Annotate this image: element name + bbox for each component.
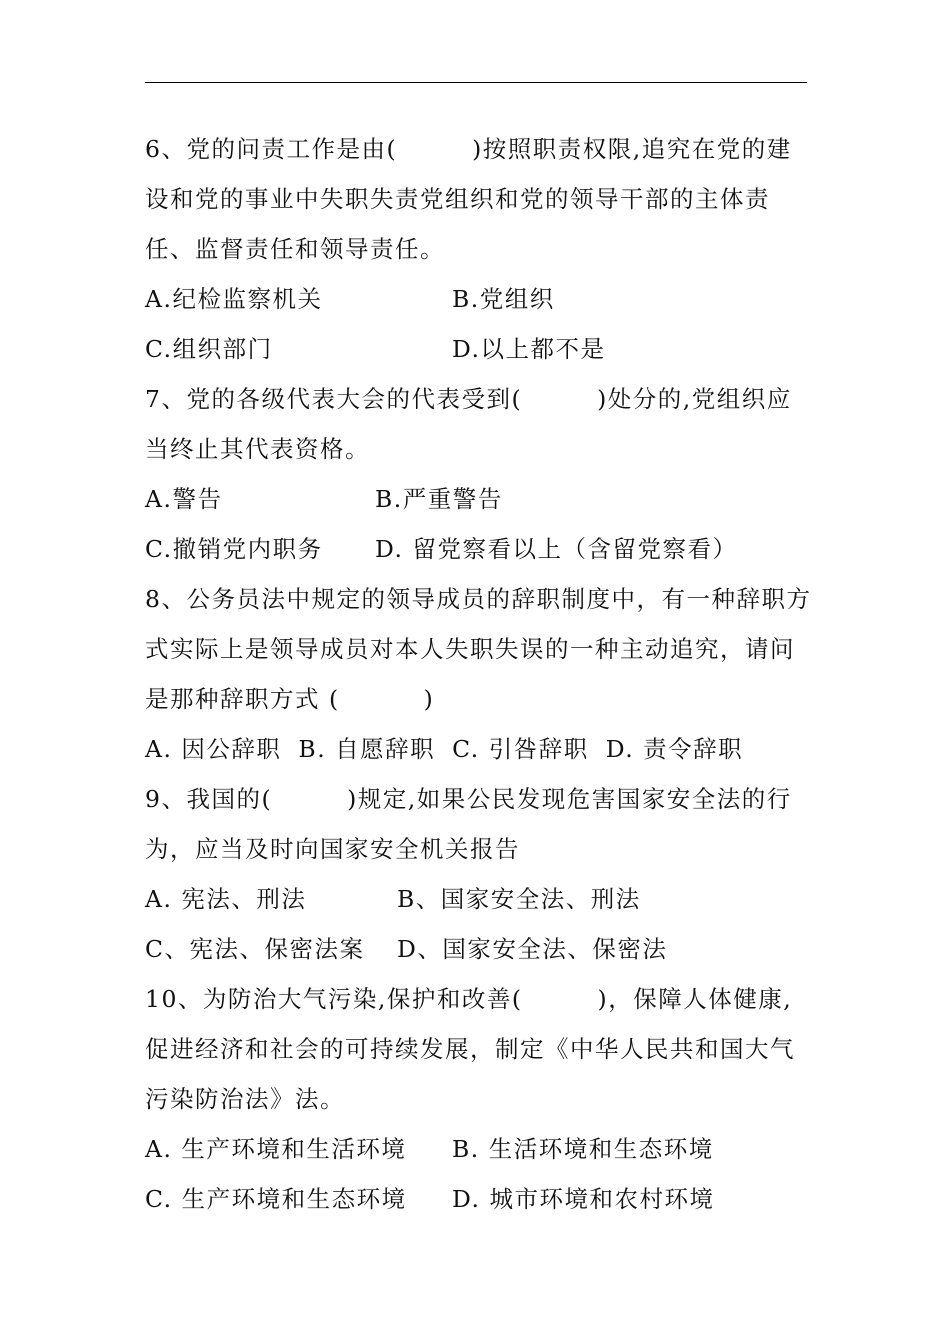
option-a: A. 因公辞职	[145, 735, 282, 763]
question-list	[145, 124, 810, 1224]
option-c: C.组织部门	[145, 335, 273, 363]
option-row	[145, 924, 810, 974]
option-row	[145, 524, 810, 574]
question-text-line: 7、党的各级代表大会的代表受到( )处分的,党组织应	[145, 385, 792, 413]
question-text-line: 促进经济和社会的可持续发展，制定《中华人民共和国大气	[145, 1035, 795, 1063]
option-d: D. 城市环境和农村环境	[452, 1185, 715, 1213]
header-rule	[145, 82, 807, 83]
question-6	[145, 124, 810, 374]
question-text-line: 任、监督责任和领导责任。	[145, 235, 445, 263]
question-text-line: 污染防治法》法。	[145, 1085, 345, 1113]
option-c: C. 引咎辞职	[452, 735, 589, 763]
option-b: B. 生活环境和生态环境	[452, 1135, 714, 1163]
option-row	[145, 324, 810, 374]
option-c: C、宪法、保密法案	[145, 935, 365, 963]
option-c: C.撤销党内职务	[145, 535, 323, 563]
option-row	[145, 874, 810, 924]
question-10	[145, 974, 810, 1224]
question-text-line: 当终止其代表资格。	[145, 435, 370, 463]
question-text-line: 10、为防治大气污染,保护和改善( )，保障人体健康,	[145, 985, 793, 1013]
option-row	[145, 1174, 810, 1224]
option-d: D. 责令辞职	[605, 735, 744, 763]
question-9	[145, 774, 810, 974]
question-7	[145, 374, 810, 574]
option-a: A. 生产环境和生活环境	[145, 1135, 407, 1163]
question-text-line: 式实际上是领导成员对本人失职失误的一种主动追究，请问	[145, 635, 795, 663]
option-d: D、国家安全法、保密法	[397, 935, 668, 963]
option-a: A.纪检监察机关	[145, 285, 323, 313]
question-text-line: 8、公务员法中规定的领导成员的辞职制度中，有一种辞职方	[145, 585, 812, 613]
option-b: B. 自愿辞职	[298, 735, 436, 763]
question-text-line: 6、党的问责工作是由( )按照职责权限,追究在党的建	[145, 135, 792, 163]
option-a: A. 宪法、刑法	[145, 885, 307, 913]
option-b: B.党组织	[452, 285, 555, 313]
question-text-line: 为，应当及时向国家安全机关报告	[145, 835, 520, 863]
option-b: B、国家安全法、刑法	[397, 885, 641, 913]
option-c: C. 生产环境和生态环境	[145, 1185, 407, 1213]
question-8	[145, 574, 810, 774]
option-d: D. 留党察看以上（含留党察看）	[375, 535, 738, 563]
question-text-line: 9、我国的( )规定,如果公民发现危害国家安全法的行	[145, 785, 792, 813]
option-b: B.严重警告	[375, 485, 503, 513]
option-row	[145, 474, 810, 524]
option-row	[145, 274, 810, 324]
option-row	[145, 1124, 810, 1174]
question-text-line: 设和党的事业中失职失责党组织和党的领导干部的主体责	[145, 185, 770, 213]
option-row	[145, 724, 810, 774]
question-text-line: 是那种辞职方式 ( )	[145, 685, 435, 713]
option-a: A.警告	[145, 485, 223, 513]
option-d: D.以上都不是	[452, 335, 606, 363]
